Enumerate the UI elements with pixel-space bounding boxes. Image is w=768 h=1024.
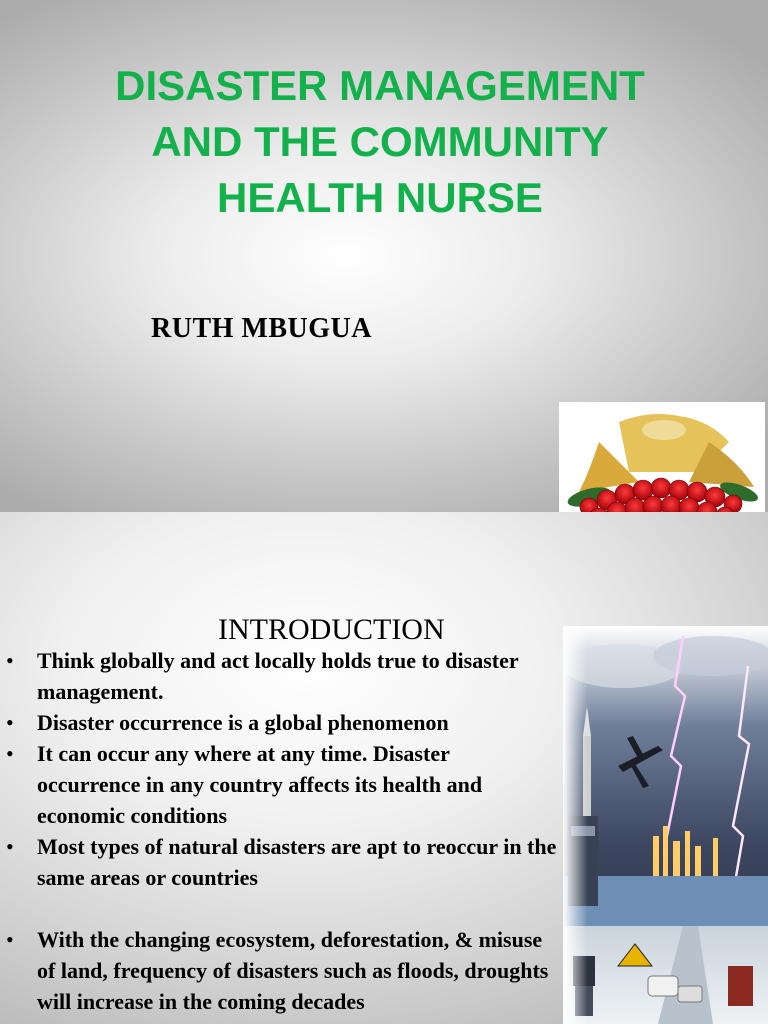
title-line-1: DISASTER MANAGEMENT	[115, 62, 645, 109]
introduction-slide	[0, 512, 768, 1024]
slide-title	[60, 58, 700, 226]
author-name: RUTH MBUGUA	[151, 313, 372, 344]
list-item	[6, 738, 558, 831]
slide-heading: INTRODUCTION	[218, 613, 445, 646]
list-item	[6, 707, 558, 738]
disaster-collage-photo	[563, 626, 768, 1024]
bullet-text: Most types of natural disasters are apt to reoccur in the same areas or countries	[37, 834, 557, 890]
bullet-text: With the changing ecosystem, deforestation, & misuse of land, frequency of disasters such as floods, droughts will increase in the coming decades	[37, 927, 549, 1014]
list-item	[6, 924, 558, 1017]
bullet-list	[6, 645, 558, 1017]
list-item	[6, 645, 558, 707]
bullet-icon: •	[6, 648, 14, 673]
bullet-text: It can occur any where at any time. Disaster occurrence in any country affects its health and economic conditions	[37, 741, 483, 828]
bullet-icon: •	[6, 710, 14, 735]
bullet-text: Think globally and act locally holds true to disaster management.	[37, 648, 519, 704]
bullet-icon: •	[6, 741, 14, 766]
bullet-text: Disaster occurrence is a global phenomenon	[37, 710, 449, 735]
list-item	[6, 831, 558, 893]
bullet-icon: •	[6, 927, 14, 952]
title-line-3: HEALTH NURSE	[217, 174, 543, 221]
title-line-2: AND THE COMMUNITY	[151, 118, 609, 165]
roses-photo	[559, 402, 765, 512]
bullet-icon: •	[6, 834, 14, 859]
